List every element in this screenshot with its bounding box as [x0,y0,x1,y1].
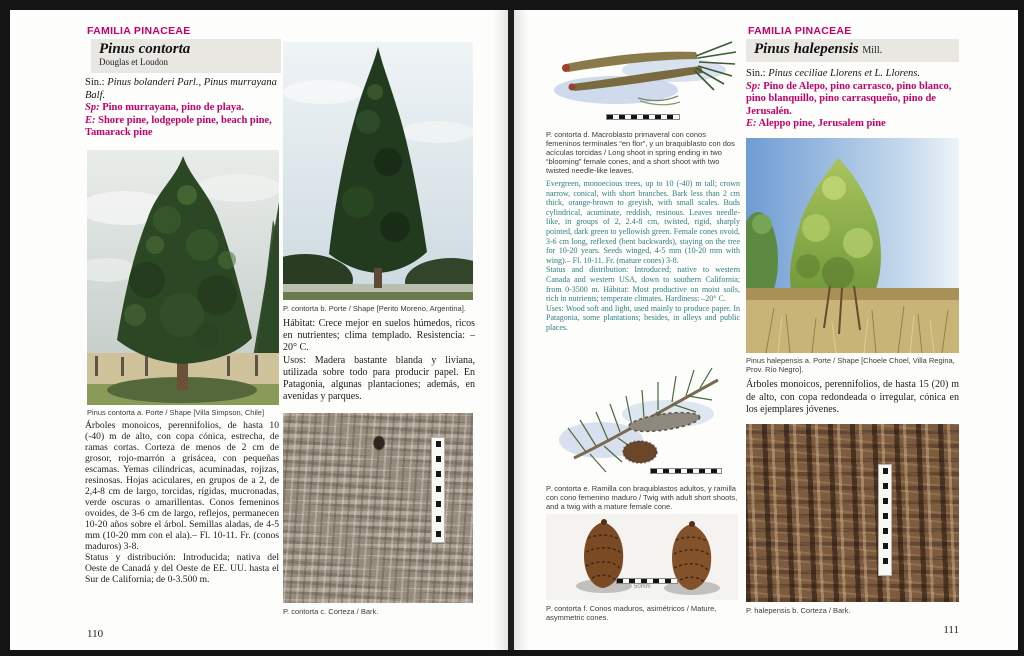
e-text: Shore pine, lodgepole pine, beach pine, Tamarack pine [85,114,272,138]
page-left [10,10,508,650]
description-spanish [746,379,959,417]
e-label: E: [746,118,757,129]
photo-caption-e: P. contorta e. Ramilla con braquiblastos adultos, y ramilla con cono femenino maduro / Twig with adult short shoots, and a twig with a mature female cone. [546,484,738,511]
page-gutter-shadow [494,10,508,650]
photo-caption-b: P. contorta b. Porte / Shape [Perito Moreno, Argentina]. [283,304,466,313]
morphology-paragraph: Árboles monoicos, perennifolios, de hasta 15 (20) m de alto, con copa redondeada o irregular, cónica en los ejemplares jóvenes. [746,379,959,415]
english-names-line [85,115,281,140]
sp-label: Sp: [746,80,761,92]
photo-halepensis-shape-a [746,138,959,353]
sp-label: Sp: [85,102,100,113]
status-paragraph: Status y distribución: Introducida; nativa del Oeste de Canadá y del Oeste de EE. UU. hasta el Sur de California; de 0-3.500 m. [85,552,279,585]
description-spanish [85,420,279,585]
synonyms-line [85,77,281,102]
photo-halepensis-bark-b [746,424,959,602]
morphology-paragraph: Árboles monoicos, perennifolios, de hasta 10 (-40) m de alto, con copa cónica, estrecha, de ramas cortas. Corteza de menos de 2 cm de grosor, rojo-marrón a grisácea, con pequeñas escamas. Yemas cilíndricas, acuminadas, rojizas, resinosas. Hojas aciculares, en grupos de a 2, de 2,4-8 cm de largo, torcidas, rígidas, mucronadas, verde oscuras o amarillentas. Conos femeninos ovoides, de 3-6 cm de largo, reflejos, permanecen 10-20 años sobre el árbol. Semillas aladas, de 4-5 mm (10-20 mm con el ala).– Fl. 10-11. Fr. (conos maduros) 3-8. [85,420,279,552]
spring-shoot-illustration [546,38,738,126]
photo-caption-c: P. contorta c. Corteza / Bark. [283,607,379,616]
scale-bar-label: 50mm [634,584,651,590]
family-header: FAMILIA PINACEAE [87,25,191,37]
species-title-box [746,39,959,62]
tree-field-illustration [87,150,279,405]
habitat-paragraph: Hábitat: Crece mejor en suelos húmedos, ricos en nutrientes; clima templado. Resistencia: –20° C. [283,318,475,354]
page-gutter-shadow [514,10,528,650]
photo-caption-b: P. halepensis b. Corteza / Bark. [746,606,851,615]
names-block [85,77,281,140]
usos-paragraph: Usos: Madera bastante blanda y liviana, utilizada sobre todo para producir papel. En Patagonia, algunas plantaciones; además, en avenidas y parques. [283,354,475,403]
e-label: E: [85,114,96,126]
scale-bar [650,468,722,474]
spanish-names-line [85,102,281,115]
photo-contorta-bark-c [283,413,473,603]
scale-ruler [878,464,892,576]
page-number-left: 110 [87,628,104,640]
uses-paragraph-en: Uses: Wood soft and light, used mainly to produce paper. In Patagonia, some plantations; besides, in alleys and public places. [546,303,740,332]
syn-text: Pinus ceciliae Llorens et L. Llorens. [768,68,920,79]
species-title: Pinus contorta [99,41,191,57]
sp-text: Pino de Alepo, pino carrasco, pino blanco, pino blanquillo, pino carrasqueño, pino de Jerusalén. [746,80,952,117]
photo-contorta-shape-a [87,150,279,405]
synonyms-line [746,68,961,81]
species-title [754,42,951,58]
names-block [746,68,961,131]
tall-tree-illustration [283,42,473,300]
species-author: Douglas et Loudon [99,57,168,67]
syn-label: Sin.: [85,77,105,88]
description-english [546,179,740,333]
page-right [514,10,1018,650]
species-author: Mill. [862,45,883,56]
photo-caption-a: Pinus contorta a. Porte / Shape [Villa Simpson, Chile] [87,408,265,417]
halepensis-tree-illustration [746,138,959,353]
habitat-uses-block [283,318,475,403]
photo-caption-a: Pinus halepensis a. Porte / Shape [Choele Choel, Villa Regina, Prov. Río Negro]. [746,356,955,374]
photo-caption-d: P. contorta d. Macroblasto primaveral con conos femeninos terminales “en flor”, y un braquiblasto con dos acículas torcidas / Long shoot in spring ending in two “blooming” female cones, and a short shoot with two twisted needle-like leaves. [546,130,735,175]
ruler-marks [436,441,441,538]
species-title-box [91,39,281,73]
page-number-right: 111 [943,624,959,636]
photo-contorta-twig-e [546,362,738,480]
syn-label: Sin.: [746,68,766,79]
scale-bar [606,114,680,120]
photo-caption-f: P. contorta f. Conos maduros, asimétricos / Mature, asymmetric cones. [546,604,717,622]
spanish-names-line [746,81,961,119]
family-header: FAMILIA PINACEAE [748,25,852,37]
ruler-marks [883,468,888,571]
photo-contorta-shoot-d [546,38,738,126]
syn-text: Pinus bolanderi Parl., Pinus murrayana Balf. [85,77,277,101]
photo-contorta-cones-f [546,514,738,600]
twig-cone-illustration [546,362,738,480]
sp-text: Pino murrayana, pino de playa. [102,102,244,113]
scale-ruler [431,437,445,543]
morphology-paragraph-en: Evergreen, monoecious trees, up to 10 (-40) m tall; crown narrow, conical, with short branches. Bark less than 2 cm thick, orange-brown to greyish, with small scales. Buds cylindrical, acuminate, reddish, resinous. Leaves needle-like, in groups of 2, 2.4-8 cm, twisted, rigid, sharply pointed, dark green to yellowish green. Female cones ovoid, 3-6 cm long, reflexed (bent backwards), staying on the tree for 10-20 years. Seeds winged, 4-5 mm (10-20 mm with wing).– Fl. 10-11. Fr. (mature cones) 3-8. [546,179,740,265]
english-names-line [746,118,961,131]
photo-contorta-shape-b [283,42,473,300]
species-title-latin: Pinus halepensis [754,41,859,57]
status-paragraph-en: Status and distribution: Introduced; native to western Canada and western USA, down to southern California; from 0-3500 m. Hábitat: Most productive on moist soils, rich in nutrients; temperate climates. Hardiness: –20° C. [546,265,740,304]
e-text: Aleppo pine, Jerusalem pine [758,118,886,129]
